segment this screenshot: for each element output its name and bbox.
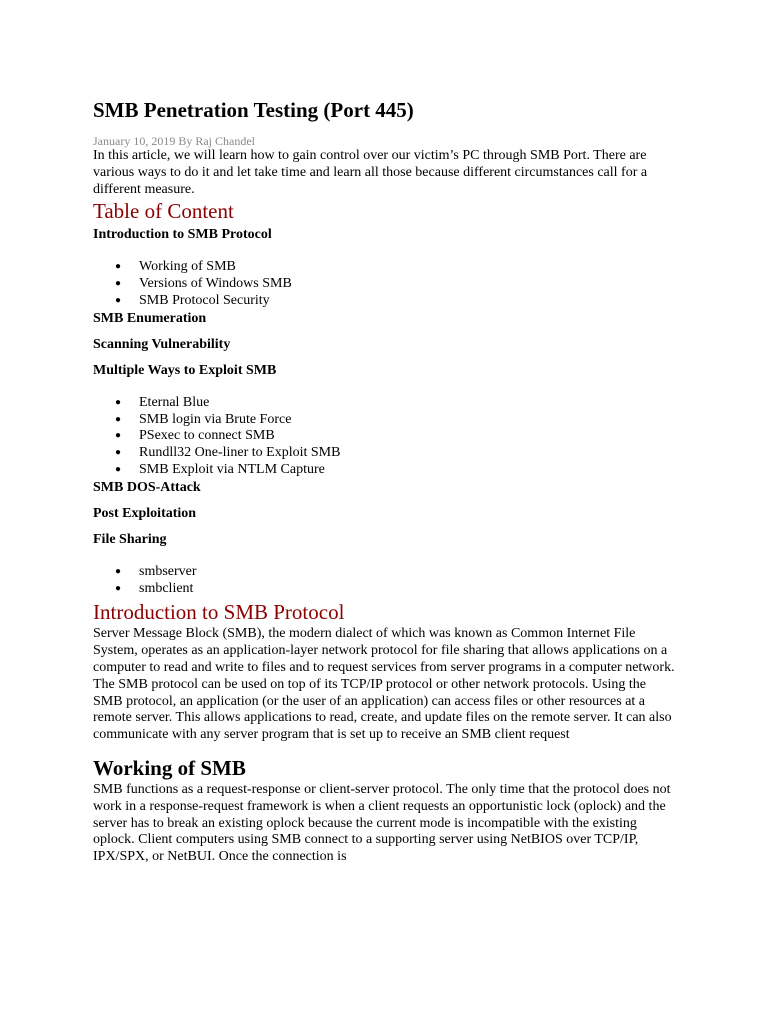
list-item-label: SMB Protocol Security (139, 292, 270, 308)
list-item (93, 564, 678, 581)
list-item (93, 462, 678, 479)
list-item-label: smbserver (139, 563, 197, 579)
list-item (93, 293, 678, 310)
toc-section-6: Post Exploitation (93, 505, 197, 521)
bullet-icon: ● (115, 261, 122, 273)
list-item-label: Working of SMB (139, 259, 236, 275)
list-item-label: Eternal Blue (139, 394, 210, 410)
list-item-label: PSexec to connect SMB (139, 428, 275, 444)
bullet-icon: ● (115, 447, 122, 459)
article-intro: In this article, we will learn how to gain control over our victim’s PC through SMB Port. There are various ways to do it and let take time and learn all those because different circumstances call for a different measure. (93, 148, 648, 197)
toc-section-7: File Sharing (93, 531, 167, 547)
list-item (93, 428, 678, 445)
list-item-label: SMB Exploit via NTLM Capture (139, 461, 325, 477)
article-content (93, 96, 678, 866)
list-item (93, 581, 678, 598)
working-section-heading: Working of SMB (93, 755, 246, 780)
bullet-icon: ● (115, 413, 122, 425)
article-title: SMB Penetration Testing (Port 445) (93, 98, 414, 122)
bullet-icon: ● (115, 582, 122, 594)
bullet-icon: ● (115, 430, 122, 442)
toc-section-1: Introduction to SMB Protocol (93, 227, 272, 243)
bullet-icon: ● (115, 294, 122, 306)
bullet-icon: ● (115, 278, 122, 290)
bullet-icon: ● (115, 565, 122, 577)
working-section-body: SMB functions as a request-response or client-server protocol. The only time that the protocol does not work in a response-request framework is when a client requests an opportunistic lock (oplock) and the server has to break an existing oplock because the current mode is incompatible with the existing oplock. Client computers using SMB connect to a supporting server using NetBIOS over TCP/IP, IPX/SPX, or NetBUI. Once the connection is (93, 781, 671, 865)
toc-section-1-list (93, 259, 678, 309)
list-item-label: smbclient (139, 580, 194, 596)
intro-section-body: Server Message Block (SMB), the modern dialect of which was known as Common Internet File System, operates as an application-layer network protocol for file sharing that allows applications on a computer to read and write to files and to request services from server programs in a computer network. The SMB protocol can be used on top of its TCP/IP protocol or other network protocols. Using the SMB protocol, an application (or the user of an application) can access files or other resources at a remote server. This allows applications to read, create, and update files on the remote server. It can also communicate with any server program that is set up to receive an SMB client request (93, 626, 675, 743)
list-item (93, 412, 678, 429)
bullet-icon: ● (115, 396, 122, 408)
toc-section-4: Multiple Ways to Exploit SMB (93, 362, 277, 378)
list-item-label: Versions of Windows SMB (139, 276, 292, 292)
list-item (93, 259, 678, 276)
toc-section-4-list (93, 395, 678, 479)
toc-section-7-list (93, 564, 678, 598)
list-item-label: SMB login via Brute Force (139, 411, 292, 427)
list-item (93, 445, 678, 462)
toc-section-3: Scanning Vulnerability (93, 336, 231, 352)
article-meta: January 10, 2019 By Raj Chandel (93, 134, 255, 148)
intro-section-heading: Introduction to SMB Protocol (93, 600, 345, 625)
bullet-icon: ● (115, 463, 122, 475)
toc-section-2: SMB Enumeration (93, 310, 207, 326)
toc-section-5: SMB DOS-Attack (93, 479, 201, 495)
list-item (93, 395, 678, 412)
list-item-label: Rundll32 One-liner to Exploit SMB (139, 445, 341, 461)
list-item (93, 276, 678, 293)
toc-heading: Table of Content (93, 199, 234, 224)
